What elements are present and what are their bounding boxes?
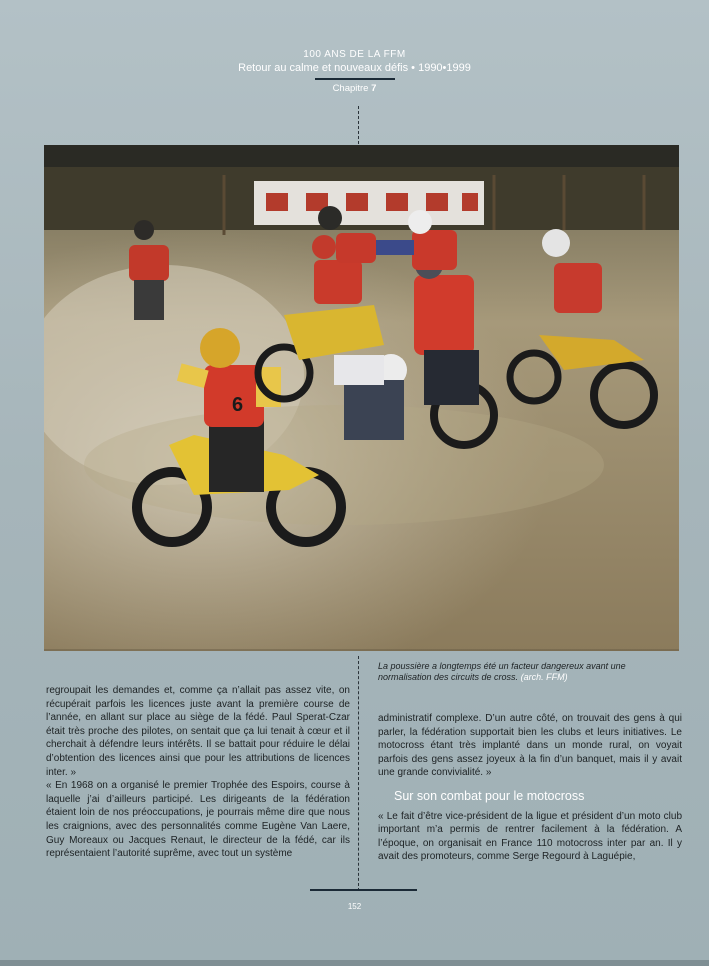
header-rule bbox=[315, 78, 395, 80]
left-paragraph-2: « En 1968 on a organisé le premier Trophée des Espoirs, course à laquelle j’ai d’ailleurs participé. Les dirigeants de la fédération étaient loin de nos préoccupations, je pourrais même dire que nous les craignions, avec des personnalités comme Eugène Van Laere, Guy Moreaux ou Jacques Renaut, le directeur de la fédé, car ils représentaient l’autorité suprême, avec tout un système bbox=[46, 780, 350, 860]
right-paragraph-1: administratif complexe. D’un autre côté, on trouvait des gens à qui parler, la fédération supportait bien les clubs et leurs initiatives. Le motocross étant très implanté dans un monde rural, on voyait parfois des gens assez joyeux à la fin d’un banquet, mais il y avait une grande convivialité. » bbox=[378, 713, 682, 779]
motocross-photo bbox=[44, 145, 679, 651]
column-divider-line bbox=[358, 656, 359, 891]
left-paragraph-1: regroupait les demandes et, comme ça n’allait pas assez vite, on récupérait parfois les licences juste avant la première course de l’année, en allant sur place au siège de la fédé. Paul Sperat-Czar était très proche des pilotes, on sentait que ça lui tenait à cœur et il cherchait à défendre leurs intérêts. Il se battait pour réduire le délai d’obtention des licences ainsi que pour les attributions de licences inter. » bbox=[46, 685, 350, 778]
page-bottom-edge bbox=[0, 960, 709, 966]
chapter-label bbox=[0, 83, 709, 95]
right-paragraph-2: « Le fait d’être vice-président de la ligue et président d’un moto club important m’a permis de rentrer facilement à la fédération. A l’époque, on organisait en France 110 motocross inter par an. Il y avait des promoteurs, comme Serge Regourd à Laguépie, bbox=[378, 810, 682, 863]
page-header bbox=[0, 49, 709, 95]
caption-text: La poussière a longtemps été un facteur dangereux avant une normalisation des circuits de cross. bbox=[378, 661, 626, 682]
footer-rule bbox=[310, 889, 417, 891]
right-column bbox=[378, 712, 682, 864]
top-divider-line bbox=[358, 106, 359, 144]
caption-credit: (arch. FFM) bbox=[520, 672, 568, 682]
series-title: 100 ANS DE LA FFM bbox=[303, 49, 406, 60]
section-subtitle: Retour au calme et nouveaux défis • 1990•1999 bbox=[238, 62, 471, 74]
chapter-word: Chapitre bbox=[332, 83, 369, 94]
photo-caption bbox=[378, 661, 678, 683]
section-subheading: Sur son combat pour le motocross bbox=[394, 788, 585, 803]
chapter-number: 7 bbox=[371, 83, 377, 94]
page-number: 152 bbox=[347, 902, 362, 911]
left-column bbox=[46, 684, 350, 861]
rider-number-label: 6 bbox=[232, 394, 244, 416]
